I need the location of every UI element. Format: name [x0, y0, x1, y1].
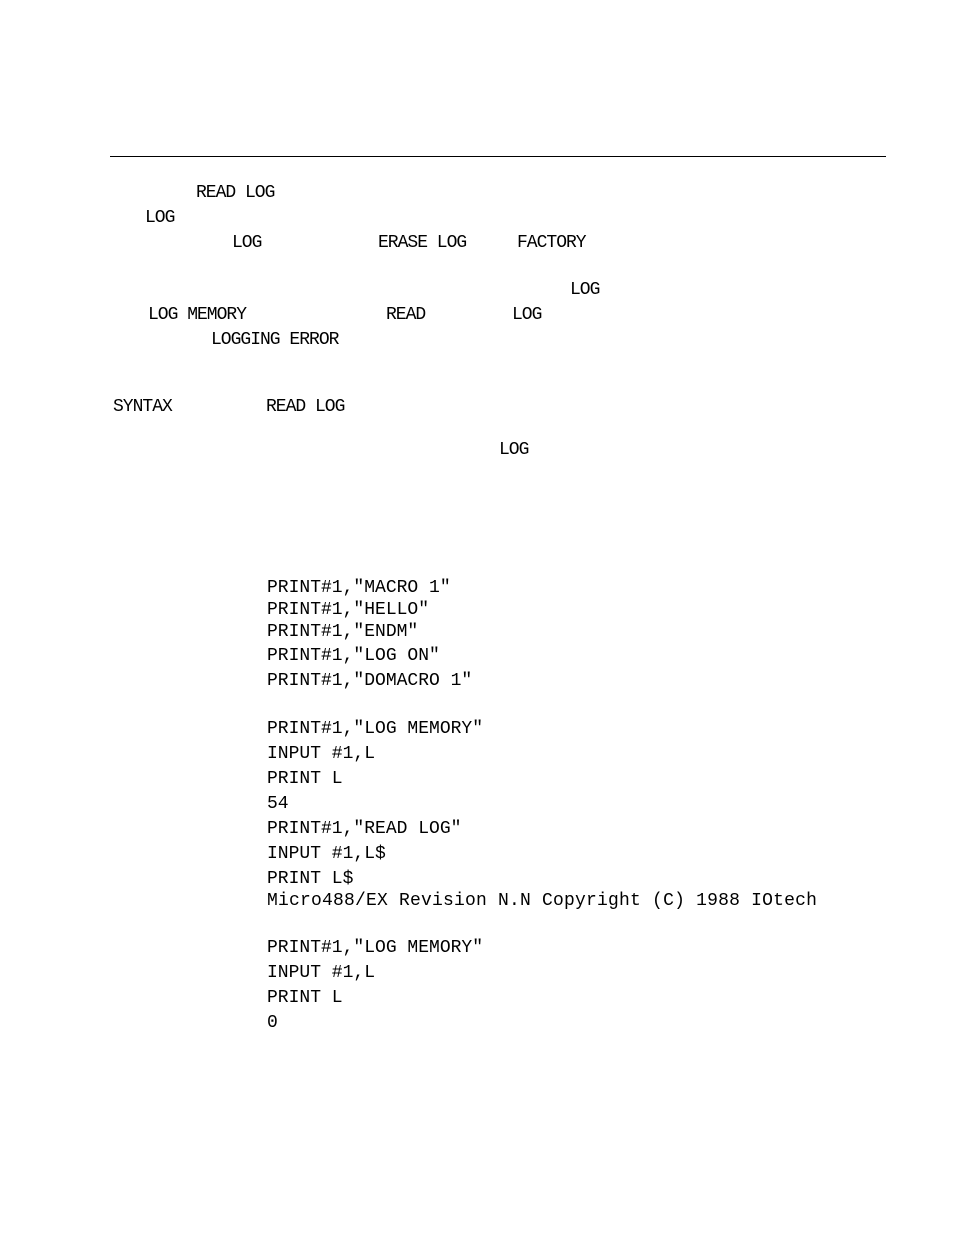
intro-erase-log: ERASE LOG	[378, 233, 467, 253]
intro-read: READ	[386, 305, 426, 325]
code-line: 54	[267, 794, 289, 814]
intro-log-memory: LOG MEMORY	[148, 305, 247, 325]
code-line: INPUT #1,L$	[267, 844, 386, 864]
code-line: INPUT #1,L	[267, 744, 376, 764]
intro-read-log: READ LOG	[196, 183, 275, 203]
response-log: LOG	[499, 440, 529, 460]
code-line: PRINT#1,"LOG MEMORY"	[267, 938, 484, 958]
code-line: PRINT#1,"MACRO 1"	[267, 578, 451, 598]
code-line: PRINT#1,"ENDM"	[267, 622, 419, 642]
code-line: PRINT#1,"HELLO"	[267, 600, 430, 620]
code-line: PRINT L$	[267, 869, 354, 889]
code-line: 0	[267, 1013, 278, 1033]
code-line: INPUT #1,L	[267, 963, 376, 983]
syntax-command: READ LOG	[266, 397, 345, 417]
code-line-output: Micro488/EX Revision N.N Copyright (C) 1988 IOtech	[267, 891, 818, 911]
code-line: PRINT#1,"DOMACRO 1"	[267, 671, 473, 691]
syntax-label: SYNTAX	[113, 397, 172, 417]
code-line: PRINT L	[267, 988, 343, 1008]
code-line: PRINT#1,"READ LOG"	[267, 819, 462, 839]
intro-factory: FACTORY	[517, 233, 586, 253]
intro-logging-error: LOGGING ERROR	[211, 330, 339, 350]
intro-log: LOG	[512, 305, 542, 325]
code-line: PRINT L	[267, 769, 343, 789]
code-line: PRINT#1,"LOG MEMORY"	[267, 719, 484, 739]
intro-log: LOG	[232, 233, 262, 253]
code-line: PRINT#1,"LOG ON"	[267, 646, 440, 666]
header-rule	[110, 156, 886, 157]
intro-log: LOG	[570, 280, 600, 300]
intro-log: LOG	[145, 208, 175, 228]
